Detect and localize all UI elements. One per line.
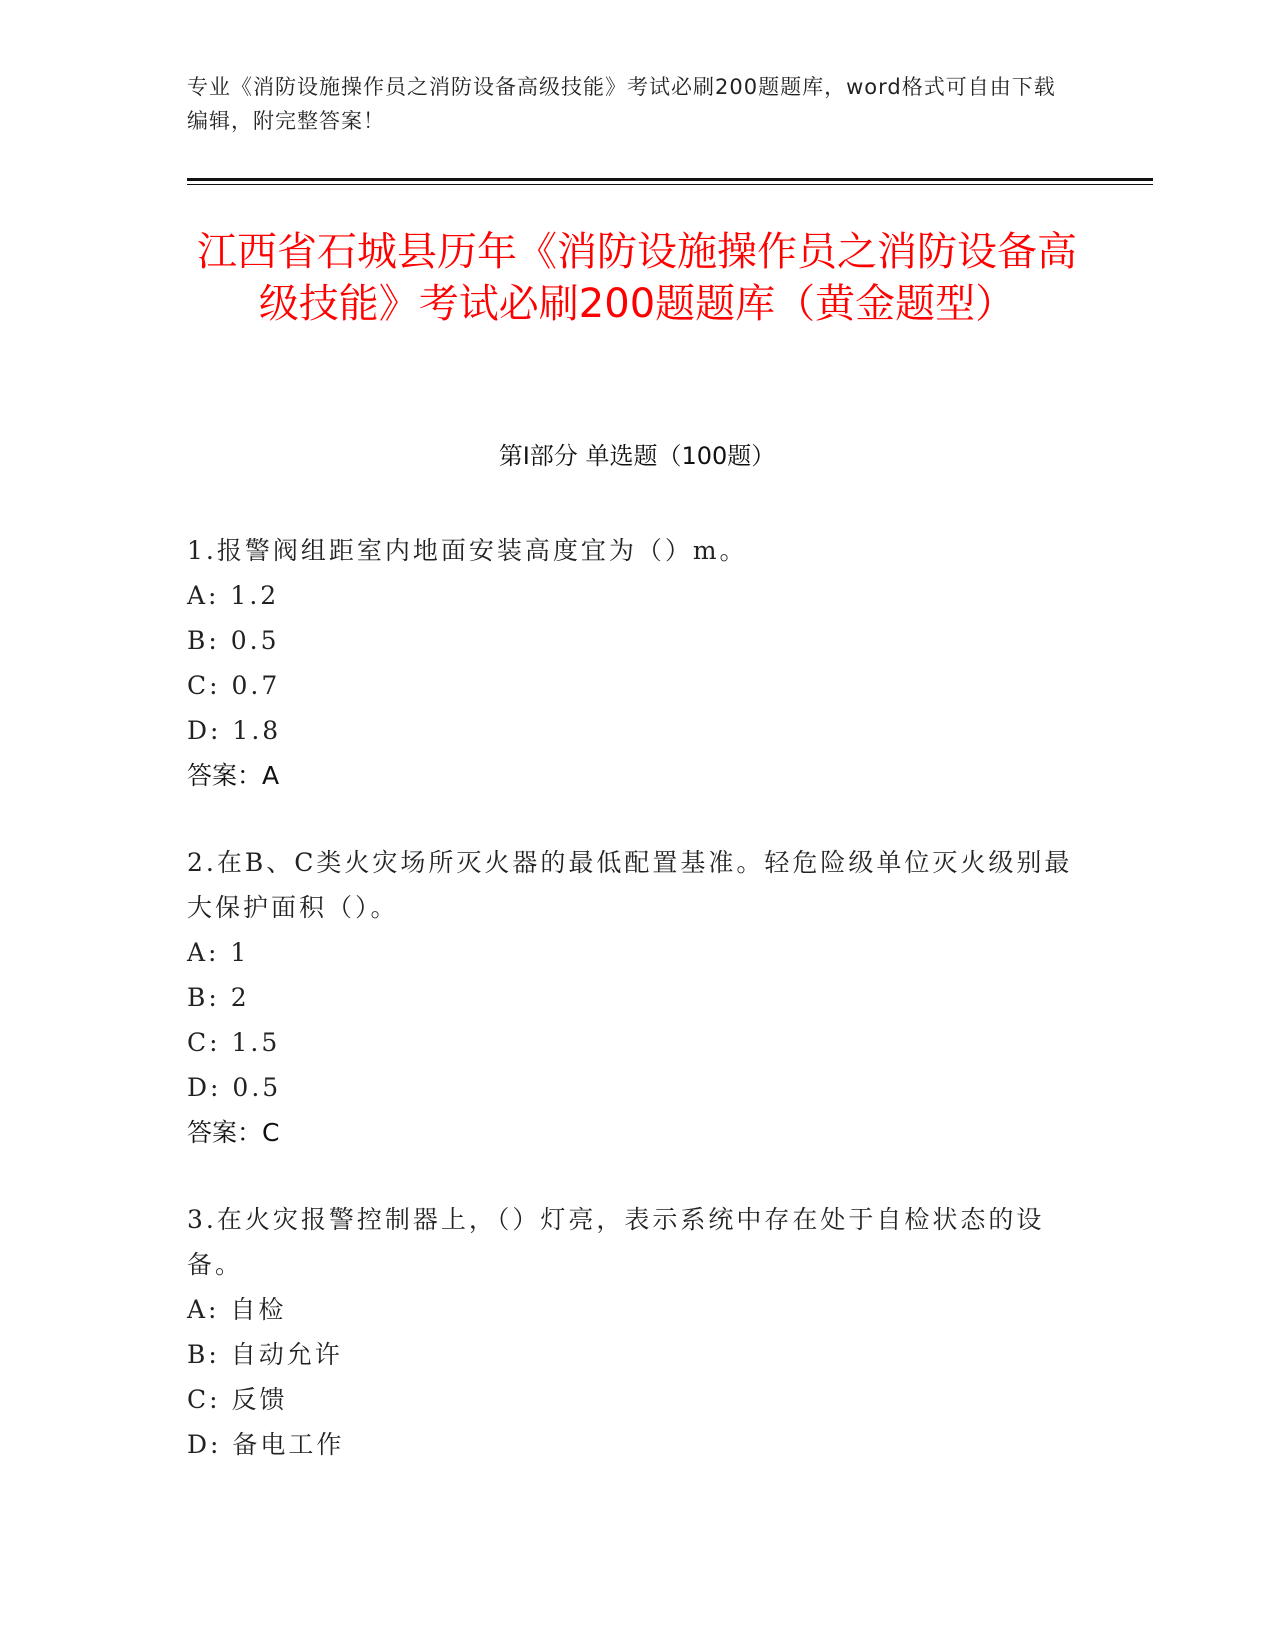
header-note: 专业《消防设施操作员之消防设备高级技能》考试必刷200题题库，word格式可自由下载编辑，附完整答案！ <box>187 75 1056 133</box>
option-d: D: 备电工作 <box>187 1430 345 1459</box>
question-2 <box>187 840 1087 1155</box>
option-a: A: 自检 <box>187 1295 287 1324</box>
option-d: D: 0.5 <box>187 1073 282 1102</box>
option-a: A: 1 <box>187 938 250 967</box>
option-b: B: 2 <box>187 983 250 1012</box>
option-c: C: 反馈 <box>187 1385 288 1414</box>
option-b: B: 0.5 <box>187 626 280 655</box>
header-rule-thin <box>187 184 1153 185</box>
document-title: 江西省石城县历年《消防设施操作员之消防设备高级技能》考试必刷200题题库（黄金题型） <box>197 229 1077 327</box>
option-c: C: 1.5 <box>187 1028 281 1057</box>
option-c: C: 0.7 <box>187 671 281 700</box>
answer: 答案：A <box>187 761 280 790</box>
option-b: B: 自动允许 <box>187 1340 343 1369</box>
header-rule-thick <box>187 178 1153 181</box>
option-d: D: 1.8 <box>187 716 282 745</box>
question-3 <box>187 1197 1087 1467</box>
answer: 答案：C <box>187 1118 280 1147</box>
question-stem: 2.在B、C类火灾场所灭火器的最低配置基准。轻危险级单位灭火级别最大保护面积（）。 <box>187 848 1073 922</box>
question-stem: 3.在火灾报警控制器上，（）灯亮，表示系统中存在处于自检状态的设备。 <box>187 1205 1045 1279</box>
question-list <box>187 528 1087 1509</box>
section-heading: 第Ⅰ部分 单选题（100题） <box>498 442 776 470</box>
option-a: A: 1.2 <box>187 581 280 610</box>
question-1 <box>187 528 1087 798</box>
question-stem: 1.报警阀组距室内地面安装高度宜为（）m。 <box>187 536 748 565</box>
